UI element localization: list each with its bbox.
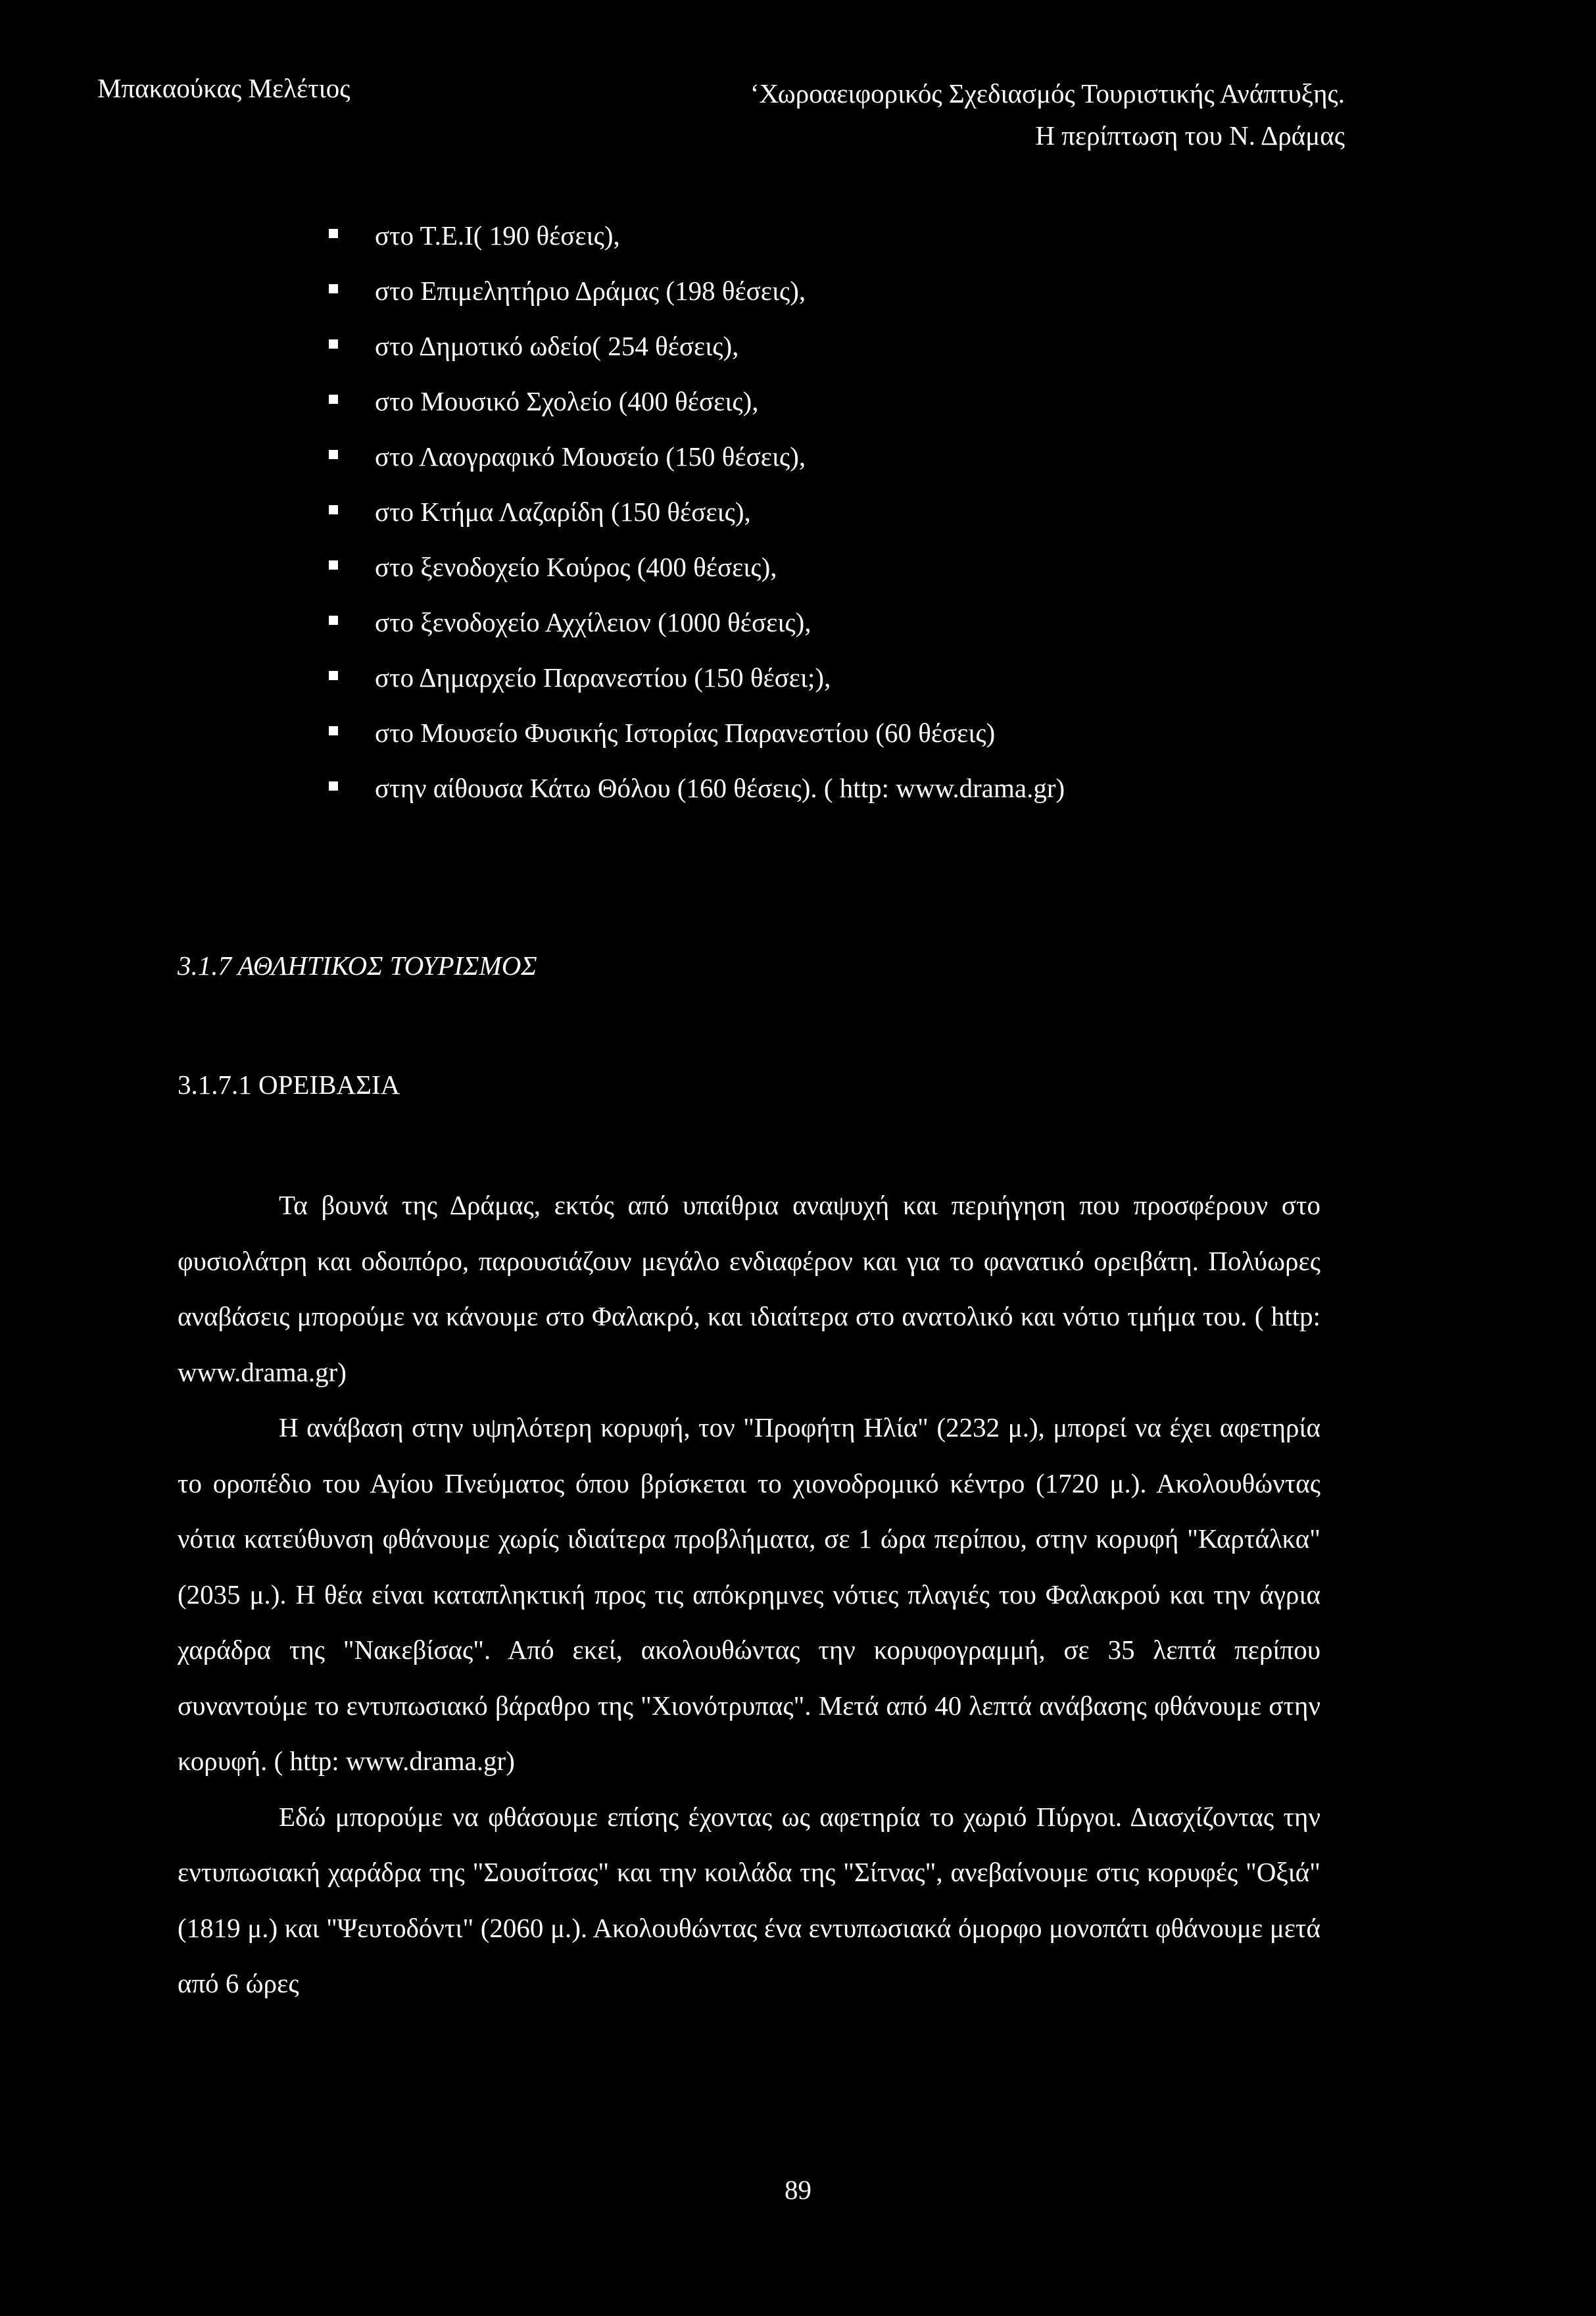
list-item: στην αίθουσα Κάτω Θόλου (160 θέσεις). ( http: www.drama.gr) — [329, 760, 1065, 816]
body-text — [178, 1177, 1320, 2011]
list-item: στο Λαογραφικό Μουσείο (150 θέσεις), — [329, 429, 1065, 484]
list-item: στο Μουσείο Φυσικής Ιστορίας Παρανεστίου (60 θέσεις) — [329, 705, 1065, 760]
list-item: στο ξενοδοχείο Κούρος (400 θέσεις), — [329, 539, 1065, 595]
list-item: στο Κτήμα Λαζαρίδη (150 θέσεις), — [329, 484, 1065, 539]
subsection-title: 3.1.7.1 ΟΡΕΙΒΑΣΙΑ — [178, 1070, 400, 1100]
list-item: στο ξενοδοχείο Αχχίλειον (1000 θέσεις), — [329, 595, 1065, 650]
header-title-line1: ‘Χωροαειφορικός Σχεδιασμός Τουριστικής Ανάπτυξης. — [750, 78, 1345, 109]
page-number: 89 — [785, 2175, 811, 2205]
paragraph: Η ανάβαση στην υψηλότερη κορυφή, τον "Προφήτη Ηλία" (2232 μ.), μπορεί να έχει αφετηρία το οροπέδιο του Αγίου Πνεύματος όπου βρίσκεται το χιονοδρομικό κέντρο (1720 μ.). Ακολουθώντας νότια κατεύθυνση φθάνουμε χωρίς ιδιαίτερα προβλήματα, σε 1 ώρα περίπου, στην κορυφή "Καρτάλκα" (2035 μ.). Η θέα είναι καταπληκτική προς τις απόκρημνες νότιες πλαγιές του Φαλακρού και την άγρια χαράδρα της "Νακεβίσας". Από εκεί, ακολουθώντας την κορυφογραμμή, σε 35 λεπτά περίπου συναντούμε το εντυπωσιακό βάραθρο της "Χιονότρυπας". Μετά από 40 λεπτά ανάβασης φθάνουμε στην κορυφή. ( http: www.drama.gr) — [178, 1412, 1320, 1776]
paragraph: Εδώ μπορούμε να φθάσουμε επίσης έχοντας ως αφετηρία το χωριό Πύργοι. Διασχίζοντας την εντυπωσιακή χαράδρα της "Σουσίτσας" και την κοιλάδα της "Σίτνας", ανεβαίνουμε στις κορυφές "Οξιά" (1819 μ.) και "Ψευτοδόντι" (2060 μ.). Ακολουθώντας ένα εντυπωσιακά όμορφο μονοπάτι φθάνουμε μετά από 6 ώρες — [178, 1801, 1320, 1998]
list-item: στο Επιμελητήριο Δράμας (198 θέσεις), — [329, 263, 1065, 318]
paragraph: Τα βουνά της Δράμας, εκτός από υπαίθρια αναψυχή και περιήγηση που προσφέρουν στο φυσιολάτρη και οδοιπόρο, παρουσιάζουν μεγάλο ενδιαφέρον και για το φανατικό ορειβάτη. Πολύωρες αναβάσεις μπορούμε να κάνουμε στο Φαλακρό, και ιδιαίτερα στο ανατολικό και νότιο τμήμα του. ( http: www.drama.gr) — [178, 1190, 1320, 1387]
list-item: στο Μουσικό Σχολείο (400 θέσεις), — [329, 374, 1065, 429]
header-author: Μπακαούκας Μελέτιος — [97, 73, 351, 103]
section-title: 3.1.7 ΑΘΛΗΤΙΚΟΣ ΤΟΥΡΙΣΜΟΣ — [178, 950, 537, 981]
header-title — [605, 72, 1345, 157]
list-item: στο Δημοτικό ωδείο( 254 θέσεις), — [329, 318, 1065, 374]
list-item: στο Δημαρχείο Παρανεστίου (150 θέσει;), — [329, 650, 1065, 705]
header-title-line2: Η περίπτωση του Ν. Δράμας — [1035, 120, 1345, 151]
list-item: στο Τ.Ε.Ι( 190 θέσεις), — [329, 208, 1065, 263]
venue-list — [329, 208, 1065, 816]
